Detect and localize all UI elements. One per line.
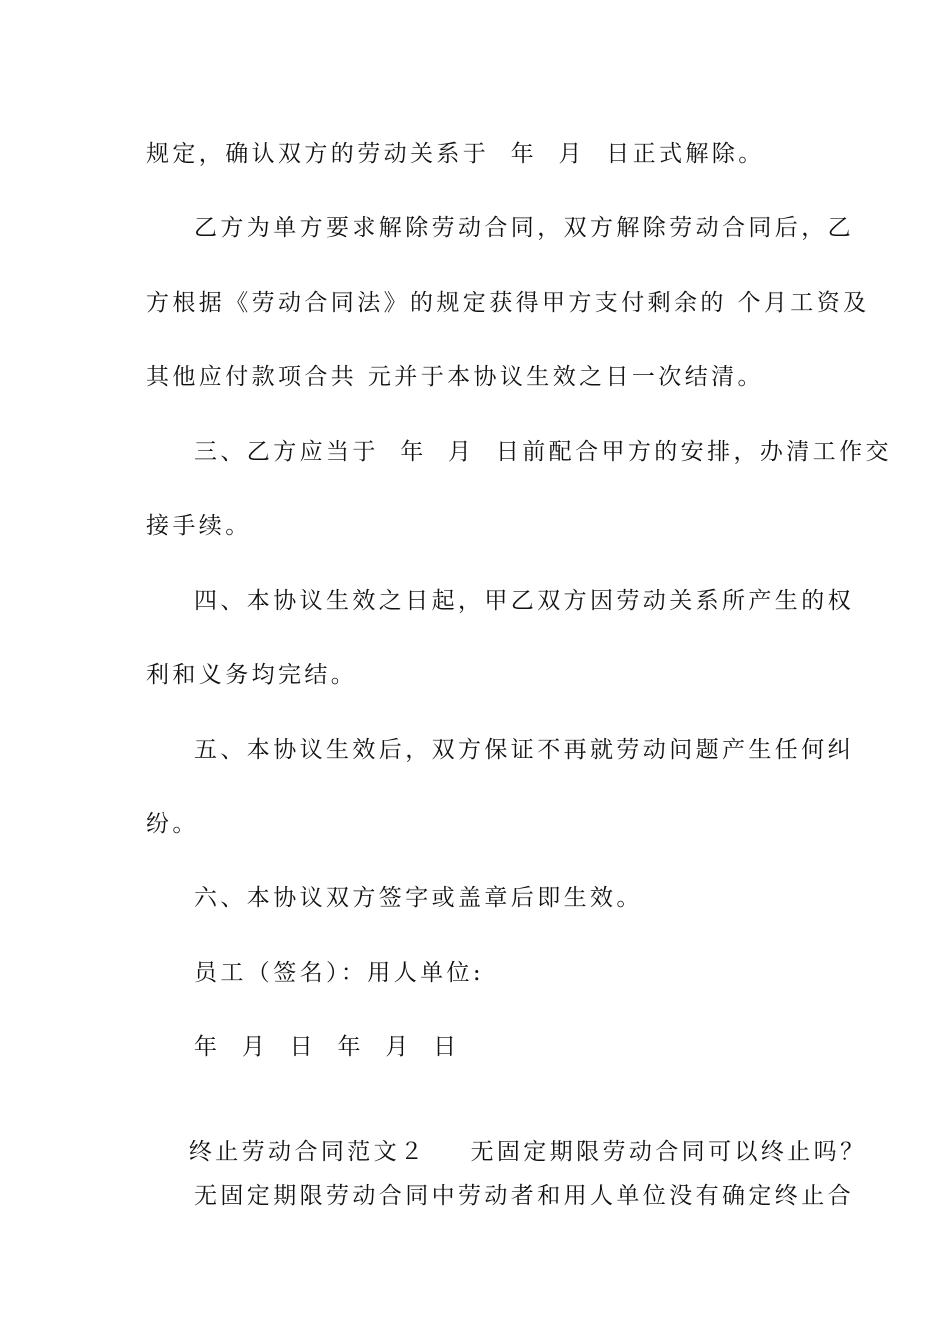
paragraph-line: 乙方为单方要求解除劳动合同，双方解除劳动合同后，乙 <box>194 215 854 241</box>
section-title: 终止劳动合同范文２ <box>188 1139 427 1165</box>
paragraph-line: 方根据《劳动合同法》的规定获得甲方支付剩余的 个月工资及 <box>146 290 870 316</box>
paragraph-line: 规定，确认双方的劳动关系于 年 月 日正式解除。 <box>146 141 765 167</box>
paragraph-line: 其他应付款项合共 元并于本协议生效之日一次结清。 <box>146 364 764 390</box>
paragraph-line: 六、本协议双方签字或盖章后即生效。 <box>194 885 643 911</box>
signature-line: 员工（签名）：用人单位: <box>194 960 485 986</box>
paragraph-line: 接手续。 <box>146 513 252 539</box>
paragraph-line: 四、本协议生效之日起，甲乙双方因劳动关系所产生的权 <box>194 588 854 614</box>
date-line: 年 月 日 年 月 日 <box>194 1034 460 1060</box>
paragraph-line: 利和义务均完结。 <box>146 662 358 688</box>
paragraph-line: 五、本协议生效后，双方保证不再就劳动问题产生任何纠 <box>194 737 854 763</box>
section-subtitle: 无固定期限劳动合同可以终止吗？ <box>470 1139 867 1165</box>
paragraph-line: 三、乙方应当于 年 月 日前配合甲方的安排，办清工作交 <box>194 439 892 465</box>
paragraph-line: 无固定期限劳动合同中劳动者和用人单位没有确定终止合 <box>194 1183 854 1209</box>
paragraph-line: 纷。 <box>146 811 199 837</box>
